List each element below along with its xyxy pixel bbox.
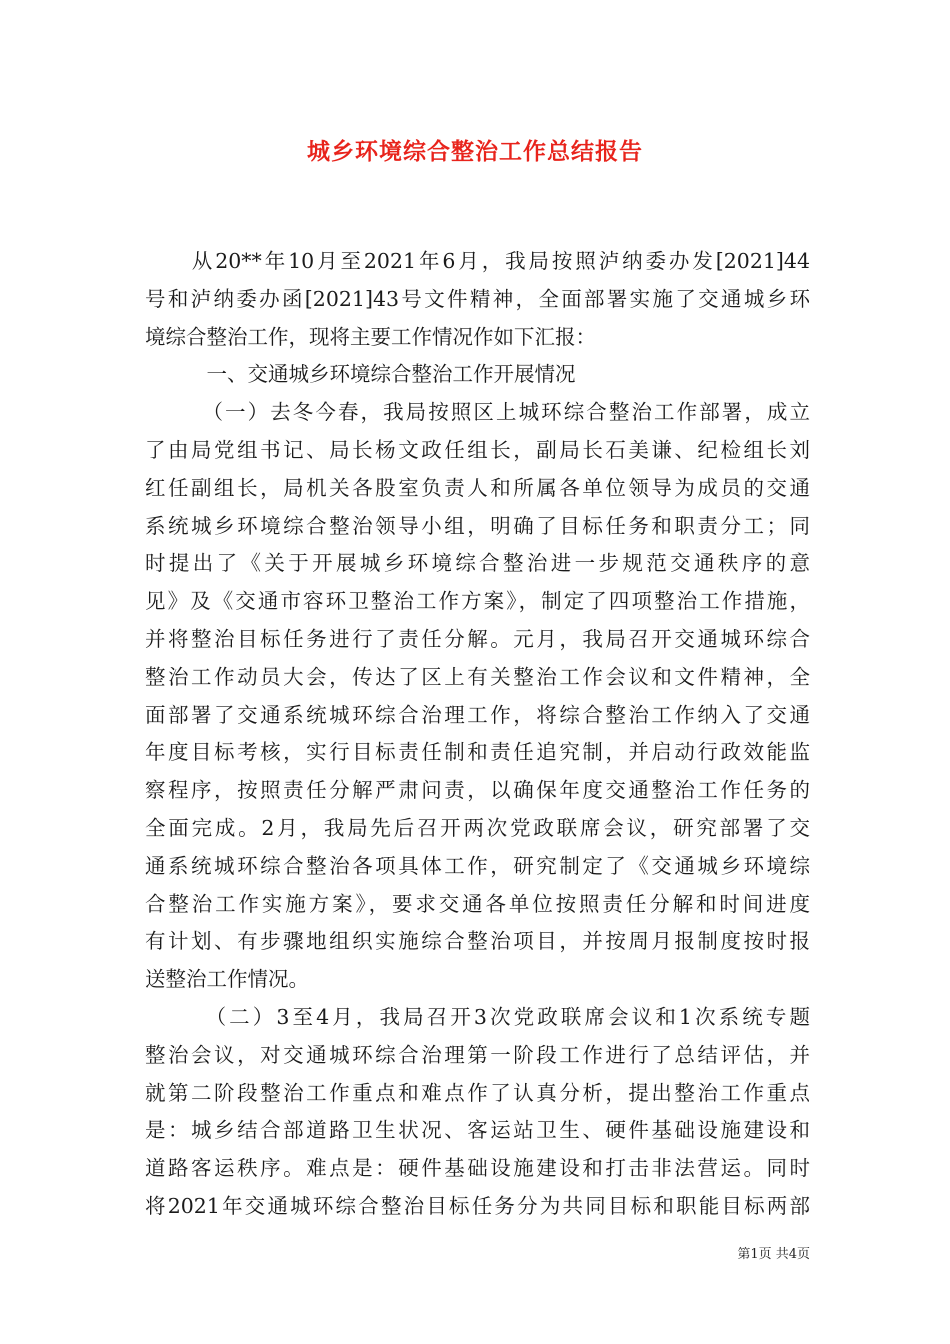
body-line: 并将整治目标任务进行了责任分解。元月，我局召开交通城环综合 bbox=[145, 626, 810, 651]
body-line: 年度目标考核，实行目标责任制和责任追究制，并启动行政效能监 bbox=[145, 740, 810, 765]
body-line: 就第二阶段整治工作重点和难点作了认真分析，提出整治工作重点 bbox=[145, 1080, 810, 1105]
body-line: 是：城乡结合部道路卫生状况、客运站卫生、硬件基础设施建设和 bbox=[145, 1118, 810, 1143]
body-line: 境综合整治工作，现将主要工作情况作如下汇报： bbox=[145, 324, 596, 349]
body-line: 道路客运秩序。难点是：硬件基础设施建设和打击非法营运。同时 bbox=[145, 1156, 810, 1181]
body-line: 整治会议，对交通城环综合治理第一阶段工作进行了总结评估，并 bbox=[145, 1042, 810, 1067]
body-line: 合整治工作实施方案》，要求交通各单位按照责任分解和时间进度 bbox=[145, 891, 810, 916]
body-line: 整治工作动员大会，传达了区上有关整治工作会议和文件精神，全 bbox=[145, 664, 810, 689]
body-line: （一）去冬今春，我局按照区上城环综合整治工作部署，成立 bbox=[145, 400, 810, 425]
body-line: 从20**年10月至2021年6月，我局按照泸纳委办发[2021]44 bbox=[145, 249, 810, 273]
body-line: 系统城乡环境综合整治领导小组，明确了目标任务和职责分工；同 bbox=[145, 513, 810, 538]
body-line: （二）3至4月，我局召开3次党政联席会议和1次系统专题 bbox=[145, 1004, 810, 1029]
body-line: 面部署了交通系统城环综合治理工作，将综合整治工作纳入了交通 bbox=[145, 702, 810, 727]
document-title: 城乡环境综合整治工作总结报告 bbox=[307, 138, 643, 165]
page-number-footer: 第1页 共4页 bbox=[737, 1247, 810, 1262]
body-line: 有计划、有步骤地组织实施综合整治项目，并按周月报制度按时报 bbox=[145, 929, 810, 954]
section-heading: 一、交通城乡环境综合整治工作开展情况 bbox=[145, 362, 576, 387]
body-line: 送整治工作情况。 bbox=[145, 967, 309, 992]
body-line: 红任副组长，局机关各股室负责人和所属各单位领导为成员的交通 bbox=[145, 475, 810, 500]
document-body bbox=[145, 243, 810, 1226]
body-line: 见》及《交通市容环卫整治工作方案》，制定了四项整治工作措施， bbox=[145, 589, 810, 614]
body-line: 全面完成。2月，我局先后召开两次党政联席会议，研究部署了交 bbox=[145, 815, 810, 840]
body-line: 察程序，按照责任分解严肃问责，以确保年度交通整治工作任务的 bbox=[145, 778, 810, 803]
body-line: 通系统城环综合整治各项具体工作，研究制定了《交通城乡环境综 bbox=[145, 853, 810, 878]
body-line: 时提出了《关于开展城乡环境综合整治进一步规范交通秩序的意 bbox=[145, 551, 810, 576]
body-line: 了由局党组书记、局长杨文政任组长，副局长石美谦、纪检组长刘 bbox=[145, 437, 810, 462]
body-line: 号和泸纳委办函[2021]43号文件精神，全面部署实施了交通城乡环 bbox=[145, 286, 810, 311]
body-line: 将2021年交通城环综合整治目标任务分为共同目标和职能目标两部 bbox=[145, 1193, 810, 1218]
